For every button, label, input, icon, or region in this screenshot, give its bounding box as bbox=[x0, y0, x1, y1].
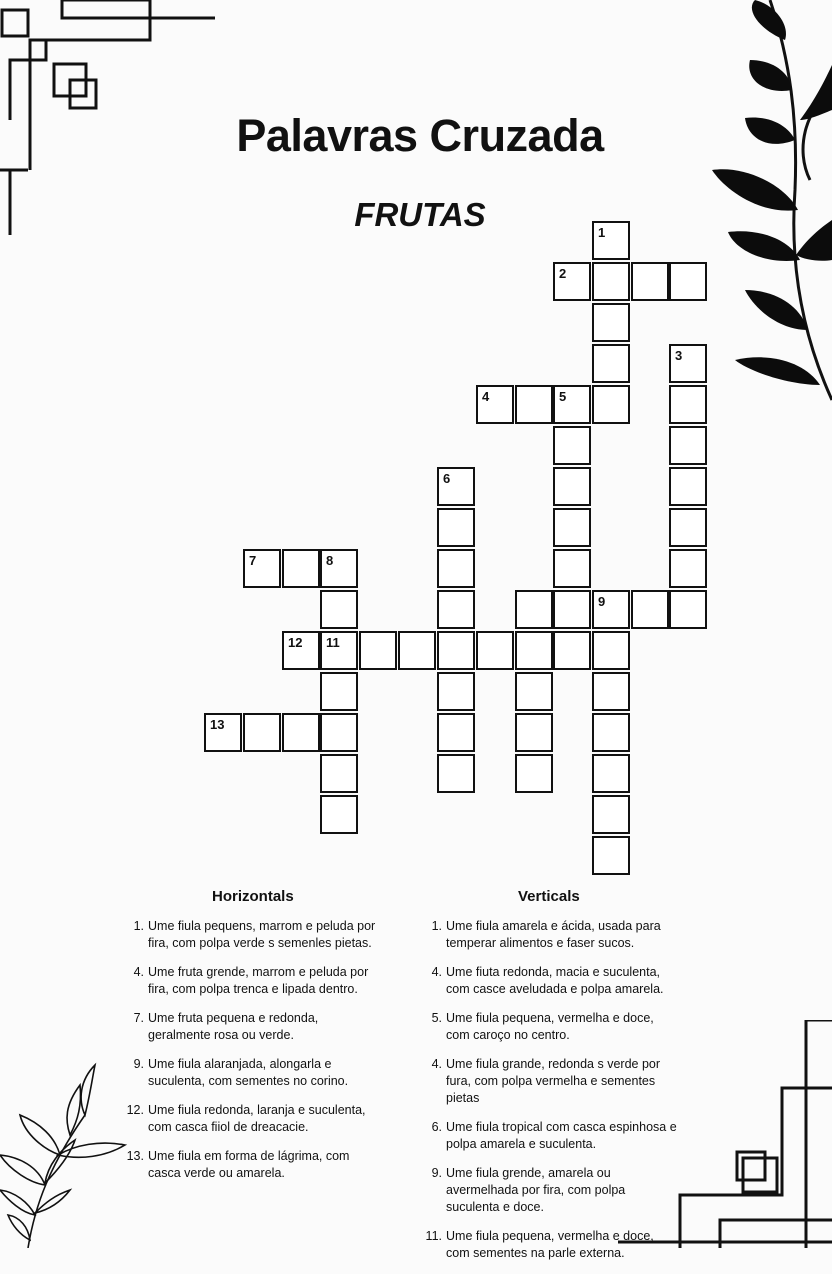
grid-cell[interactable] bbox=[204, 713, 242, 752]
puzzle-theme: FRUTAS bbox=[354, 196, 486, 233]
grid-cell[interactable] bbox=[669, 590, 707, 629]
horizontal-clues-list bbox=[122, 918, 377, 1194]
clue-item bbox=[122, 1102, 377, 1136]
clue-number: 12 bbox=[288, 635, 303, 650]
clue-number: 9 bbox=[598, 594, 606, 609]
clue-number: 2 bbox=[559, 266, 567, 281]
clue-item-number: 4. bbox=[431, 1057, 442, 1071]
clue-number: 6 bbox=[443, 471, 451, 486]
grid-cell[interactable] bbox=[592, 262, 630, 301]
grid-cell[interactable] bbox=[515, 672, 553, 711]
clue-item-text: Ume fiuta redonda, macia e suculenta, com casce aveludada e polpa amarela. bbox=[446, 965, 664, 996]
clue-item bbox=[122, 1148, 377, 1182]
grid-cell[interactable] bbox=[243, 713, 281, 752]
grid-cell[interactable] bbox=[515, 590, 553, 629]
clue-number: 7 bbox=[249, 553, 257, 568]
grid-cell[interactable] bbox=[669, 262, 707, 301]
clue-number: 3 bbox=[675, 348, 683, 363]
clue-number: 13 bbox=[210, 717, 225, 732]
clue-item-number: 11. bbox=[425, 1229, 442, 1243]
grid-cell[interactable] bbox=[320, 672, 358, 711]
grid-cell[interactable] bbox=[437, 508, 475, 547]
grid-cell[interactable] bbox=[669, 508, 707, 547]
clue-item-text: Ume fiula grende, amarela ou avermelhada por fira, com polpa suculenta e doce. bbox=[446, 1166, 626, 1214]
grid-cell[interactable] bbox=[515, 385, 553, 424]
clue-item bbox=[122, 1010, 377, 1044]
grid-cell[interactable] bbox=[592, 754, 630, 793]
clue-number: 4 bbox=[482, 389, 490, 404]
clue-item-text: Ume fiula pequens, marrom e peluda por fira, com polpa verde s semenles pietas. bbox=[148, 919, 376, 950]
clue-item-number: 1. bbox=[133, 919, 144, 933]
grid-cell[interactable] bbox=[631, 262, 669, 301]
clue-item-text: Ume fiula amarela e ácida, usada para temperar alimentos e faser sucos. bbox=[446, 919, 661, 950]
grid-cell[interactable] bbox=[553, 467, 591, 506]
grid-cell[interactable] bbox=[359, 631, 397, 670]
leaf-branch-bottom-left bbox=[0, 1055, 130, 1248]
grid-cell[interactable] bbox=[592, 672, 630, 711]
grid-cell[interactable] bbox=[553, 385, 591, 424]
grid-cell[interactable] bbox=[669, 549, 707, 588]
grid-cell[interactable] bbox=[476, 631, 514, 670]
clue-item-number: 7. bbox=[133, 1011, 144, 1025]
clue-item bbox=[420, 1228, 680, 1262]
clue-item-text: Ume fiula em forma de lágrima, com casca verde ou amarela. bbox=[148, 1149, 350, 1180]
grid-cell[interactable] bbox=[320, 795, 358, 834]
page-title: Palavras Cruzada bbox=[236, 110, 604, 161]
grid-cell[interactable] bbox=[437, 467, 475, 506]
grid-cell[interactable] bbox=[437, 549, 475, 588]
clue-item bbox=[122, 918, 377, 952]
grid-cell[interactable] bbox=[592, 836, 630, 875]
grid-cell[interactable] bbox=[320, 713, 358, 752]
grid-cell[interactable] bbox=[669, 426, 707, 465]
clue-item-number: 4. bbox=[431, 965, 442, 979]
vertical-clues-heading: Verticals bbox=[518, 888, 580, 905]
clue-item-number: 9. bbox=[431, 1166, 442, 1180]
grid-cell[interactable] bbox=[592, 221, 630, 260]
clue-item-number: 12. bbox=[126, 1103, 144, 1117]
grid-cell[interactable] bbox=[592, 590, 630, 629]
clue-item bbox=[420, 1119, 680, 1153]
grid-cell[interactable] bbox=[320, 754, 358, 793]
clue-item bbox=[420, 1056, 680, 1107]
grid-cell[interactable] bbox=[320, 631, 358, 670]
grid-cell[interactable] bbox=[553, 590, 591, 629]
grid-cell[interactable] bbox=[669, 385, 707, 424]
grid-cell[interactable] bbox=[282, 713, 320, 752]
grid-cell[interactable] bbox=[669, 467, 707, 506]
clue-item-number: 4. bbox=[133, 965, 144, 979]
horizontal-clues-heading: Horizontals bbox=[212, 888, 294, 905]
grid-cell[interactable] bbox=[553, 631, 591, 670]
grid-cell[interactable] bbox=[592, 631, 630, 670]
clue-item-number: 5. bbox=[431, 1011, 442, 1025]
grid-cell[interactable] bbox=[282, 631, 320, 670]
clue-item-text: Ume fiula pequena, vermelha e doce, com sementes na parle externa. bbox=[446, 1229, 654, 1260]
clue-item bbox=[420, 1010, 680, 1044]
grid-cell[interactable] bbox=[437, 754, 475, 793]
grid-cell[interactable] bbox=[398, 631, 436, 670]
grid-cell[interactable] bbox=[515, 713, 553, 752]
clue-item bbox=[420, 964, 680, 998]
grid-cell[interactable] bbox=[669, 344, 707, 383]
grid-cell[interactable] bbox=[515, 754, 553, 793]
grid-cell[interactable] bbox=[592, 344, 630, 383]
grid-cell[interactable] bbox=[437, 590, 475, 629]
grid-cell[interactable] bbox=[515, 631, 553, 670]
grid-cell[interactable] bbox=[553, 426, 591, 465]
clue-item-text: Ume fiula tropical com casca espinhosa e polpa amarela e suculenta. bbox=[446, 1120, 677, 1151]
grid-cell[interactable] bbox=[592, 303, 630, 342]
grid-cell[interactable] bbox=[553, 508, 591, 547]
grid-cell[interactable] bbox=[320, 590, 358, 629]
grid-cell[interactable] bbox=[320, 549, 358, 588]
grid-cell[interactable] bbox=[282, 549, 320, 588]
clue-item-number: 9. bbox=[133, 1057, 144, 1071]
clue-number: 11 bbox=[326, 635, 340, 650]
grid-cell[interactable] bbox=[631, 590, 669, 629]
grid-cell[interactable] bbox=[243, 549, 281, 588]
clue-number: 1 bbox=[598, 225, 606, 240]
grid-cell[interactable] bbox=[592, 713, 630, 752]
clue-item bbox=[420, 1165, 680, 1216]
clue-item-number: 6. bbox=[431, 1120, 442, 1134]
clue-item-number: 1. bbox=[431, 919, 442, 933]
clue-number: 5 bbox=[559, 389, 567, 404]
grid-cell[interactable] bbox=[592, 795, 630, 834]
grid-cell[interactable] bbox=[437, 672, 475, 711]
clue-item-text: Ume fiula grande, redonda s verde por fura, com polpa vermelha e sementes pietas bbox=[446, 1057, 661, 1105]
clue-item-text: Ume fruta pequena e redonda, geralmente rosa ou verde. bbox=[148, 1011, 319, 1042]
clue-item-number: 13. bbox=[126, 1149, 144, 1163]
clue-item-text: Ume fiula alaranjada, alongarla e suculenta, com sementes no corino. bbox=[148, 1057, 349, 1088]
grid-cell[interactable] bbox=[553, 262, 591, 301]
clue-item bbox=[122, 964, 377, 998]
clue-item bbox=[420, 918, 680, 952]
leaf-branch-top-right bbox=[700, 0, 832, 420]
clue-item-text: Ume fruta grende, marrom e peluda por fira, com polpa trenca e lipada dentro. bbox=[148, 965, 369, 996]
clue-item-text: Ume fiula pequena, vermelha e doce, com caroço no centro. bbox=[446, 1011, 654, 1042]
grid-cell[interactable] bbox=[553, 549, 591, 588]
grid-cell[interactable] bbox=[437, 631, 475, 670]
grid-cell[interactable] bbox=[476, 385, 514, 424]
clue-item bbox=[122, 1056, 377, 1090]
grid-cell[interactable] bbox=[437, 713, 475, 752]
clue-item-text: Ume fiula redonda, laranja e suculenta, com casca fiiol de dreacacie. bbox=[148, 1103, 366, 1134]
vertical-clues-list bbox=[420, 918, 680, 1274]
clue-number: 8 bbox=[326, 553, 334, 568]
grid-cell[interactable] bbox=[592, 385, 630, 424]
